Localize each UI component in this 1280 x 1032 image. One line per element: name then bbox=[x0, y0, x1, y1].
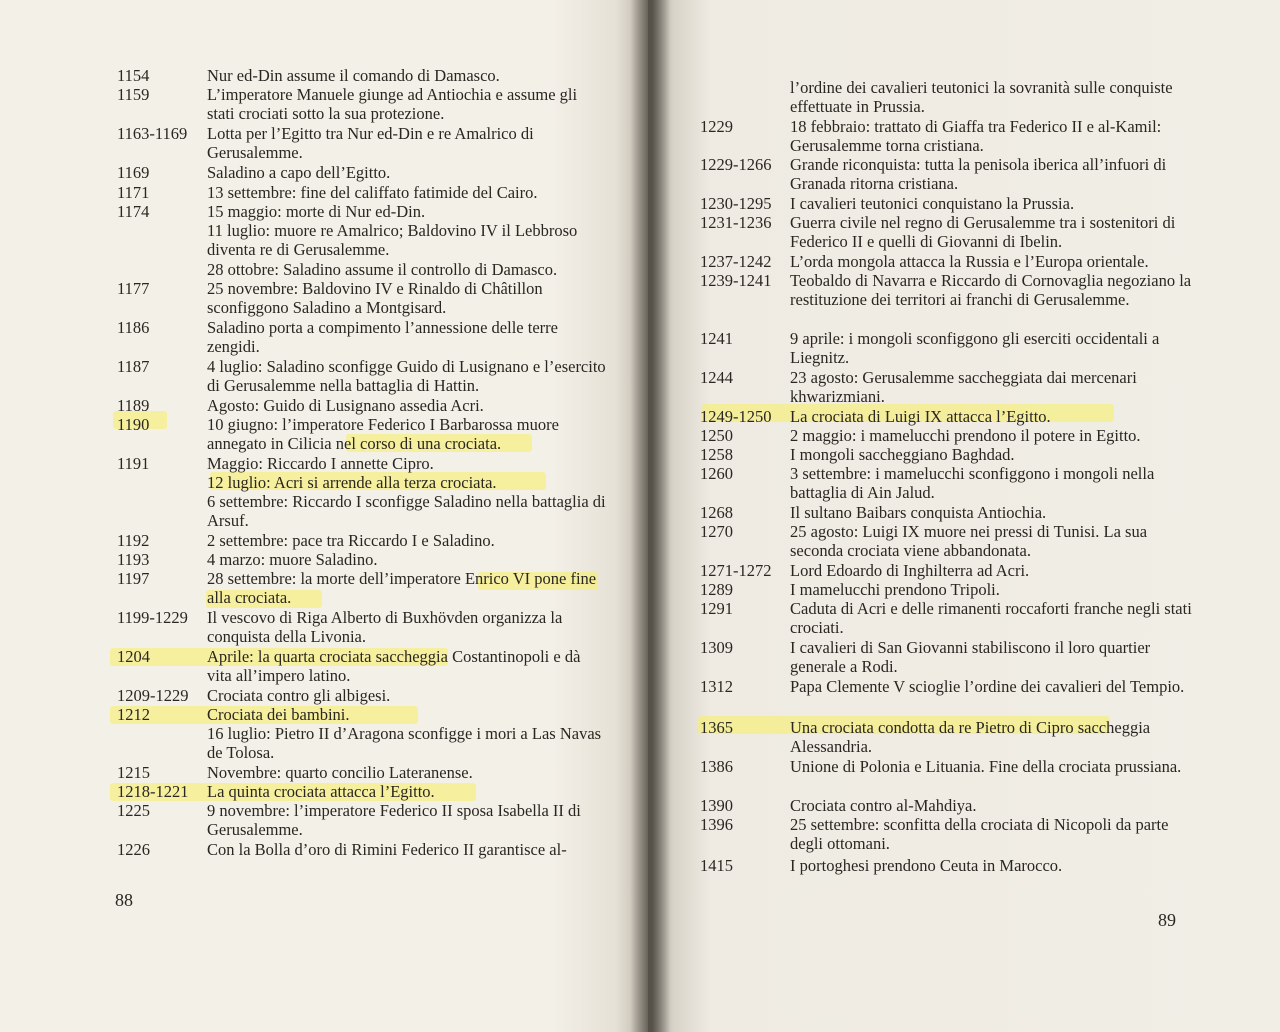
entry-text: Crociata contro gli albigesi. bbox=[207, 686, 391, 705]
entry-year: 1209-1229 bbox=[117, 686, 189, 705]
entry-text: 2 settembre: pace tra Riccardo I e Saladino. bbox=[207, 531, 495, 550]
entry-text: 23 agosto: Gerusalemme saccheggiata dai mercenari khwarizmiani. bbox=[790, 368, 1137, 406]
entry-year: 1258 bbox=[700, 445, 733, 464]
entry-year: 1190 bbox=[117, 415, 150, 434]
page-number: 88 bbox=[115, 890, 133, 910]
entry-year: 1229-1266 bbox=[700, 155, 772, 174]
entry-year: 1189 bbox=[117, 396, 150, 415]
entry-text: 10 giugno: l’imperatore Federico I Barbarossa muore annegato in Cilicia nel corso di una crociata. bbox=[207, 415, 559, 453]
right-page bbox=[648, 0, 1280, 1032]
entry-year: 1191 bbox=[117, 454, 150, 473]
entry-year: 1215 bbox=[117, 763, 150, 782]
entry-text: Maggio: Riccardo I annette Cipro. bbox=[207, 454, 434, 473]
entry-year: 1230-1295 bbox=[700, 194, 772, 213]
entry-text: Il sultano Baibars conquista Antiochia. bbox=[790, 503, 1047, 522]
entry-year: 1365 bbox=[700, 718, 733, 737]
entry-text: I portoghesi prendono Ceuta in Marocco. bbox=[790, 856, 1063, 875]
book-gutter bbox=[630, 0, 670, 1032]
entry-text: 11 luglio: muore re Amalrico; Baldovino IV il Lebbroso diventa re di Gerusalemme. bbox=[207, 221, 578, 259]
entry-text: La quinta crociata attacca l’Egitto. bbox=[207, 782, 435, 801]
entry-text: 6 settembre: Riccardo I sconfigge Saladino nella battaglia di Arsuf. bbox=[207, 492, 606, 530]
entry-year: 1229 bbox=[700, 117, 733, 136]
entry-year: 1159 bbox=[117, 85, 150, 104]
entry-year: 1187 bbox=[117, 357, 150, 376]
entry-year: 1239-1241 bbox=[700, 271, 772, 290]
entry-text: 25 agosto: Luigi IX muore nei pressi di Tunisi. La sua seconda crociata viene abbandonata. bbox=[790, 522, 1148, 560]
entry-year: 1163-1169 bbox=[117, 124, 188, 143]
entry-year: 1212 bbox=[117, 705, 150, 724]
entry-text: 28 ottobre: Saladino assume il controllo di Damasco. bbox=[207, 260, 558, 279]
entry-year: 1171 bbox=[117, 183, 150, 202]
entry-year: 1237-1242 bbox=[700, 252, 772, 271]
entry-text: Caduta di Acri e delle rimanenti roccaforti franche negli stati crociati. bbox=[790, 599, 1192, 637]
entry-year: 1177 bbox=[117, 279, 150, 298]
entry-year: 1291 bbox=[700, 599, 733, 618]
entry-year: 1197 bbox=[117, 569, 150, 588]
entry-text: 9 novembre: l’imperatore Federico II sposa Isabella II di Gerusalemme. bbox=[207, 801, 581, 839]
entry-text: 28 settembre: la morte dell’imperatore Enrico VI pone fine alla crociata. bbox=[207, 569, 597, 607]
entry-year: 1270 bbox=[700, 522, 733, 541]
entry-year: 1386 bbox=[700, 757, 733, 776]
entry-year: 1199-1229 bbox=[117, 608, 188, 627]
entry-year: 1241 bbox=[700, 329, 733, 348]
entry-year: 1169 bbox=[117, 163, 150, 182]
entry-text: Una crociata condotta da re Pietro di Cipro saccheggia Alessandria. bbox=[790, 718, 1151, 756]
entry-text: Agosto: Guido di Lusignano assedia Acri. bbox=[207, 396, 484, 415]
entry-text: Con la Bolla d’oro di Rimini Federico II garantisce al- bbox=[207, 840, 567, 859]
entry-text: Papa Clemente V scioglie l’ordine dei cavalieri del Tempio. bbox=[790, 677, 1185, 696]
entry-year: 1244 bbox=[700, 368, 733, 387]
entry-text: Crociata dei bambini. bbox=[207, 705, 350, 724]
entry-text: Lotta per l’Egitto tra Nur ed-Din e re Amalrico di Gerusalemme. bbox=[207, 124, 534, 162]
entry-year: 1193 bbox=[117, 550, 150, 569]
entry-text: 13 settembre: fine del califfato fatimide del Cairo. bbox=[207, 183, 538, 202]
entry-text: Unione di Polonia e Lituania. Fine della crociata prussiana. bbox=[790, 757, 1182, 776]
entry-text: L’imperatore Manuele giunge ad Antiochia e assume gli stati crociati sotto la sua protezione. bbox=[207, 85, 578, 123]
entry-text: Aprile: la quarta crociata saccheggia Costantinopoli e dà vita all’impero latino. bbox=[207, 647, 581, 685]
entry-year: 1218-1221 bbox=[117, 782, 189, 801]
entry-text: 3 settembre: i mamelucchi sconfiggono i mongoli nella battaglia di Ain Jalud. bbox=[790, 464, 1155, 502]
entry-text: 25 novembre: Baldovino IV e Rinaldo di Châtillon sconfiggono Saladino a Montgisard. bbox=[207, 279, 543, 317]
entry-year: 1174 bbox=[117, 202, 150, 221]
entry-text: 18 febbraio: trattato di Giaffa tra Federico II e al-Kamil: Gerusalemme torna cristiana. bbox=[790, 117, 1162, 155]
entry-text: Teobaldo di Navarra e Riccardo di Cornovaglia negoziano la restituzione dei territori ai franchi di Gerusalemme. bbox=[790, 271, 1192, 309]
entry-text: 25 settembre: sconfitta della crociata di Nicopoli da parte degli ottomani. bbox=[790, 815, 1169, 853]
entry-text: 2 maggio: i mamelucchi prendono il potere in Egitto. bbox=[790, 426, 1141, 445]
entry-text: I cavalieri di San Giovanni stabiliscono il loro quartier generale a Rodi. bbox=[790, 638, 1151, 676]
page-number: 89 bbox=[1158, 910, 1176, 930]
entry-text: 15 maggio: morte di Nur ed-Din. bbox=[207, 202, 426, 221]
entry-year: 1390 bbox=[700, 796, 733, 815]
entry-year: 1396 bbox=[700, 815, 733, 834]
entry-text: 12 luglio: Acri si arrende alla terza crociata. bbox=[207, 473, 497, 492]
entry-year: 1268 bbox=[700, 503, 733, 522]
entry-text: I mongoli saccheggiano Baghdad. bbox=[790, 445, 1015, 464]
entry-text: 9 aprile: i mongoli sconfiggono gli eserciti occidentali a Liegnitz. bbox=[790, 329, 1160, 367]
entry-year: 1226 bbox=[117, 840, 150, 859]
entry-text: Lord Edoardo di Inghilterra ad Acri. bbox=[790, 561, 1030, 580]
entry-text: La crociata di Luigi IX attacca l’Egitto. bbox=[790, 407, 1051, 426]
entry-year: 1231-1236 bbox=[700, 213, 772, 232]
entry-text: Crociata contro al-Mahdiya. bbox=[790, 796, 977, 815]
entry-year: 1192 bbox=[117, 531, 150, 550]
entry-text: I mamelucchi prendono Tripoli. bbox=[790, 580, 1000, 599]
entry-year: 1415 bbox=[700, 856, 733, 875]
entry-text: l’ordine dei cavalieri teutonici la sovranità sulle conquiste effettuate in Prussia. bbox=[790, 78, 1173, 116]
entry-year: 1186 bbox=[117, 318, 150, 337]
entry-text: Saladino porta a compimento l’annessione delle terre zengidi. bbox=[207, 318, 558, 356]
entry-text: Il vescovo di Riga Alberto di Buxhövden organizza la conquista della Livonia. bbox=[207, 608, 563, 646]
entry-year: 1260 bbox=[700, 464, 733, 483]
entry-text: 4 luglio: Saladino sconfigge Guido di Lusignano e l’esercito di Gerusalemme nella battaglia di Hattin. bbox=[207, 357, 606, 395]
entry-text: 4 marzo: muore Saladino. bbox=[207, 550, 378, 569]
entry-text: I cavalieri teutonici conquistano la Prussia. bbox=[790, 194, 1075, 213]
entry-text: Guerra civile nel regno di Gerusalemme tra i sostenitori di Federico II e quelli di Giovanni di Ibelin. bbox=[790, 213, 1176, 251]
entry-text: L’orda mongola attacca la Russia e l’Europa orientale. bbox=[790, 252, 1149, 271]
entry-text: Grande riconquista: tutta la penisola iberica all’infuori di Granada ritorna cristiana. bbox=[790, 155, 1167, 193]
entry-year: 1154 bbox=[117, 66, 150, 85]
entry-year: 1250 bbox=[700, 426, 733, 445]
entry-year: 1204 bbox=[117, 647, 150, 666]
entry-text: Saladino a capo dell’Egitto. bbox=[207, 163, 391, 182]
entry-text: Nur ed-Din assume il comando di Damasco. bbox=[207, 66, 500, 85]
entry-year: 1289 bbox=[700, 580, 733, 599]
entry-text: Novembre: quarto concilio Lateranense. bbox=[207, 763, 473, 782]
entry-year: 1271-1272 bbox=[700, 561, 772, 580]
entry-text: 16 luglio: Pietro II d’Aragona sconfigge i mori a Las Navas de Tolosa. bbox=[207, 724, 602, 762]
entry-year: 1309 bbox=[700, 638, 733, 657]
entry-year: 1225 bbox=[117, 801, 150, 820]
entry-year: 1249-1250 bbox=[700, 407, 772, 426]
entry-year: 1312 bbox=[700, 677, 733, 696]
